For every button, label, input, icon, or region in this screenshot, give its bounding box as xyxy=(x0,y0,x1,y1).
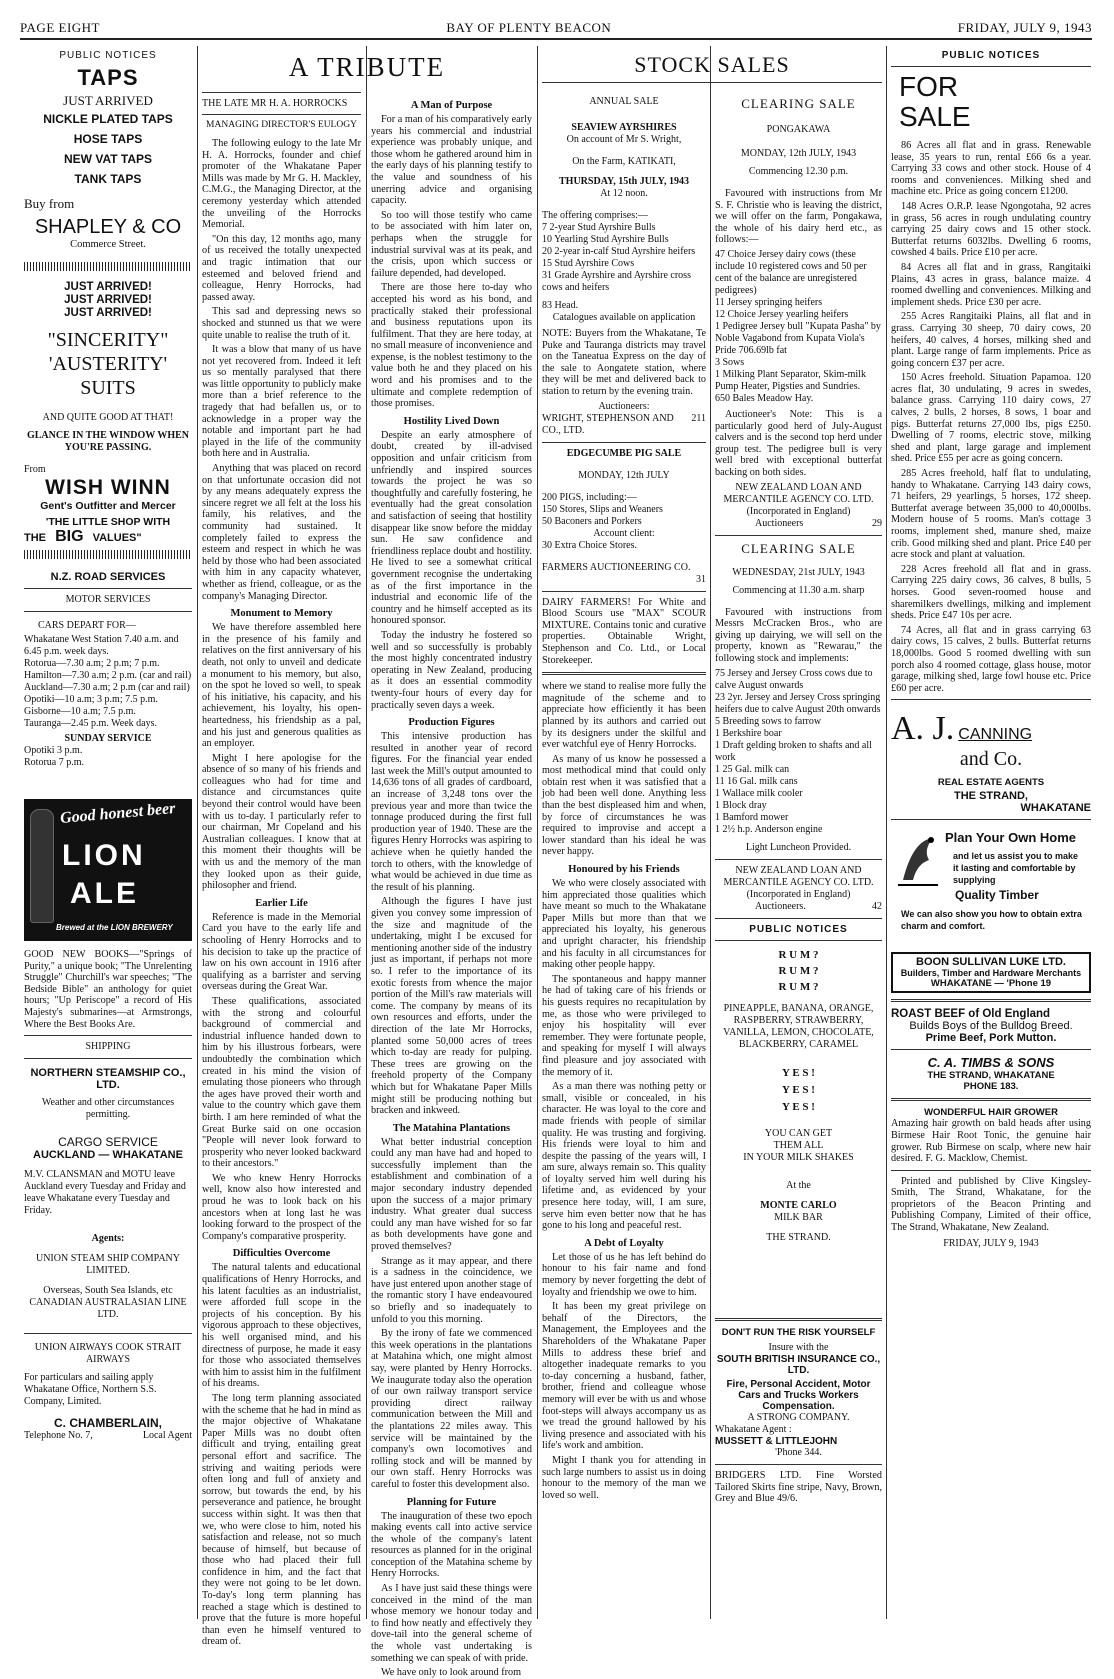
lion-ale-ad xyxy=(24,799,192,941)
lot-line: 3 Sows xyxy=(715,356,745,368)
yes-line: Y E S ! xyxy=(782,1100,815,1113)
divider xyxy=(24,1333,192,1334)
footer-date: FRIDAY, JULY 9, 1943 xyxy=(943,1237,1039,1249)
divider xyxy=(715,859,882,860)
yes-line: Y E S ! xyxy=(782,1066,815,1079)
auctioneers-label: Auctioneers: xyxy=(598,400,650,412)
seaview-time: At 12 noon. xyxy=(600,188,648,199)
imprint: Printed and published by Clive Kingsley-Smith, The Strand, Whakatane, for the proprietors of the Beacon Printing and Publishing Company, Limited of their office, The Strand, Whakatane, New Zealand. xyxy=(891,1175,1091,1234)
tribute-title: A TRIBUTE xyxy=(288,52,446,82)
masthead xyxy=(20,20,1092,36)
divider-stripe xyxy=(24,550,192,559)
timbs-sons: C. A. TIMBS & SONS xyxy=(927,1055,1055,1071)
tribute-paragraph: Might I thank you for attending in such large numbers to assist us in doing honour to the memory of the man we loved so well. xyxy=(542,1454,706,1501)
milk-bar: MILK BAR xyxy=(774,1211,823,1223)
nzl-agency: NEW ZEALAND LOAN AND MERCANTILE AGENCY CO. LTD. xyxy=(723,864,874,888)
property-listing: 285 Acres freehold, half flat to undulating, handy to Whakatane. Carrying 143 dairy cows, 71 heifers, 29 yearlings, 5 horses, 172 sheep. Butterfat average between 35,000 to 40,000lbs. Modern house of 5 rooms. Man's cottage 3 rooms, implement shed, manure shed, maize crib. Good milking shed and plant. Price £40 per acre stock and plant at valuation. xyxy=(891,468,1091,561)
canning-strand: THE STRAND, xyxy=(954,790,1028,803)
union-airways: UNION AIRWAYS COOK STRAIT AIRWAYS xyxy=(34,1342,182,1366)
shapley-address: Commerce Street. xyxy=(70,239,146,250)
property-listing: 74 Acres, all flat and in grass carrying 63 dairy cows, 15 calves, 2 bulls. Butterfat returns 18,000lbs. Good 5 roomed dwelling with sun porch also 4 roomed cottage, glass house, motor garage, milking shed, large fowl house etc. Price £60 per acre. xyxy=(891,624,1091,694)
seaview-account: On account of Mr S. Wright, xyxy=(566,134,682,145)
lot-line: 1 Bamford mower xyxy=(715,811,789,823)
at-the: At the xyxy=(786,1179,811,1191)
offering-line: 20 2-year in-calf Stud Ayrshire heifers xyxy=(542,246,696,257)
property-listing: 228 Acres freehold all flat and in grass. Carrying 225 dairy cows, 36 calves, 8 bulls, 5 horses. Good seven-roomed house and sharemilkers dwellings, milking and implement sheds. Price £47 10s per acre. xyxy=(891,563,1091,622)
beer-slogan: Good honest beer xyxy=(59,799,177,828)
lot-line: 23 2yr. Jersey and Jersey Cross springing heifers due to calve August 20th onwards xyxy=(715,691,881,715)
taps-title: TAPS xyxy=(77,65,139,90)
offering-intro: The offering comprises:— xyxy=(542,210,648,221)
wright-line xyxy=(542,413,706,437)
buyers-note: NOTE: Buyers from the Whakatane, Te Puke and Tauranga districts may travel on the Taneatua Express on the day of the sale to Aongatete station, where they will be met and delivered back to station to return by the evening train. xyxy=(542,328,706,397)
timbs-phone: PHONE 183. xyxy=(963,1081,1019,1093)
whakatane-agent: Whakatane Agent : xyxy=(715,1424,792,1435)
lot-line: 1 Pedigree Jersey bull "Kupata Pasha" by Noble Vagabond from Kupata Viola's Pride 706.69lb fat xyxy=(715,320,881,356)
tribute-paragraph: Today the industry he fostered so well and so successfully is probably the most highly concentrated industry operating in New Zealand, producing as it does an essential commodity twenty-four hours of every day for practically seven days a week. xyxy=(371,629,532,711)
shipping-heading: SHIPPING xyxy=(85,1041,131,1053)
divider xyxy=(542,672,706,675)
from-label: From xyxy=(24,464,46,475)
tribute-subhead: THE LATE MR H. A. HORROCKS xyxy=(202,98,348,109)
depart-line: Hamilton—7.30 a.m; 2 p.m. (car and rail) xyxy=(24,670,192,681)
clearing-intro: Favoured with instructions from Messrs McCracken Bros., who are giving up dairying, we will sell on the property, known as "Rewarau," the following stock and implements: xyxy=(715,606,882,664)
big-values-big: BIG xyxy=(55,528,84,545)
stock-sales-title: STOCK SALES xyxy=(634,52,790,77)
lot-line: 11 Jersey springing heifers xyxy=(715,296,823,308)
rum-line: R U M ? xyxy=(778,964,819,977)
canning-whakatane: WHAKATANE xyxy=(1020,802,1091,815)
divider-stripe xyxy=(24,262,192,271)
account-client: Account client: xyxy=(593,527,655,539)
little-shop-line: 'THE LITTLE SHOP WITH xyxy=(45,516,171,528)
taps-line: TANK TAPS xyxy=(74,172,142,186)
lot-line: 1 Wallace milk cooler xyxy=(715,787,803,799)
prime-beef: Prime Beef, Pork Mutton. xyxy=(925,1032,1057,1045)
particulars: For particulars and sailing apply Whakatane Office, Northern S.S. Company, Limited. xyxy=(24,1372,157,1408)
issue-date: FRIDAY, JULY 9, 1943 xyxy=(957,20,1092,35)
tribute-paragraph: The inauguration of these two epoch making events call into active service the whole of the company's latent resources as planned for in the original conception of the Matahina scheme by Henry Horrocks. xyxy=(371,1510,532,1580)
divider xyxy=(24,1058,192,1059)
divider xyxy=(715,1318,882,1321)
lot-line: 1 Berkshire boar xyxy=(715,727,782,739)
suits-heading: 'AUSTERITY' xyxy=(48,353,168,375)
tribute-paragraph: By the irony of fate we commenced this week operations in the plantations at Matahina which, one might almost say, were planted by Henry Horrocks. We inaugurate today also the operation of our own railway transport service providing direct railway communication between the Mill and the plantations 22 miles away. This service will be maintained by the company's own locomotives and rolling stock and will be manned by our own staff. Henry Horrocks was careful to foster this development also. xyxy=(371,1328,532,1490)
lion-brewery: Brewed at the LION BREWERY xyxy=(56,923,173,932)
hair-grower-text: Amazing hair growth on bald heads after using Birmese Hair Root Tonic, the genuine hair grower. Rub Birmese on scalp, where new hair desired. F. G. Macklow, Chemist. xyxy=(891,1118,1091,1165)
property-listing: 86 Acres all flat and in grass. Renewable lease, 35 years to run, rental £66 6s a year. Carrying 33 cows and other stock. House of 4 rooms and conveniences. Milking shed and machine etc. Price as going concern £1200. xyxy=(891,140,1091,198)
taps-line: NICKLE PLATED TAPS xyxy=(43,112,173,126)
ad-number: 42 xyxy=(872,900,882,912)
timbs-address: THE STRAND, WHAKATANE xyxy=(927,1070,1055,1082)
northern-steamship: NORTHERN STEAMSHIP CO., LTD. xyxy=(30,1067,186,1092)
sunday-service: SUNDAY SERVICE xyxy=(64,733,152,744)
rum-line: R U M ? xyxy=(778,980,819,993)
subheading: The Matahina Plantations xyxy=(392,1122,511,1134)
divider xyxy=(202,114,361,115)
lot-line: 1 Draft gelding broken to shafts and all work xyxy=(715,739,872,763)
tribute-paragraph: We who were closely associated with him appreciated those qualities which have meant so much to the Whakatane Paper Mills but more than that we appreciated his loyalty, his generous and upright character, his friendship and his faculty in all circumstances for making other people happy. xyxy=(542,878,706,971)
outfitter-line: Gent's Outfitter and Mercer xyxy=(40,500,176,512)
wish-winn: WISH WINN xyxy=(45,476,171,499)
divider xyxy=(24,588,192,589)
property-listing: 255 Acres Rangitaiki Plains, all flat and in grass. Carrying 30 sheep, 70 dairy cows, 20 heifers, 40 calves, 4 horses, milking shed and plant. Large range of farm implements. Price as going concern £37 per acre. xyxy=(891,311,1091,369)
insure-with: Insure with the xyxy=(768,1342,829,1353)
subheading: Honoured by his Friends xyxy=(568,864,680,876)
pig-line: 50 Baconers and Porkers xyxy=(542,515,642,527)
divider xyxy=(891,1170,1091,1171)
tribute-paragraph: It has been my great privilege on behalf of the Directors, the Management, the Employees and the Shareholders of the Whakatane Paper Mills to address these brief and altogether inadequate remarks to you to-day concerning a husband, father, brother, friend and colleague whose memory will ever be with us and whose foot-steps will always accompany us as we tread the ground hallowed by his living presence and associated with his life's work and ambition. xyxy=(542,1301,706,1452)
boon-sullivan: BOON SULLIVAN LUKE LTD. xyxy=(916,956,1066,969)
seaview-farm: On the Farm, KATIKATI, xyxy=(572,156,676,167)
tribute-paragraph: As I have just said these things were conceived in the mind of the man whose memory we honour today and to find how neatly and effectively they dove-tail into the general scheme of the whole vast undertaking is something we can speak of with pride. xyxy=(371,1583,532,1664)
public-notices-heading: PUBLIC NOTICES xyxy=(749,923,848,935)
canning-name: CANNING xyxy=(958,726,1033,744)
tribute-paragraph: Might I here apologise for the absence of so many of his friends and colleagues who had for time and distance and circumstances quite beyond their control would have been with us to-day. I particularly refer to our chairman, Mr Copeland and his Australian colleagues. I know that at this moment their thoughts will be with us and the memory of the man they looked upon as their guide, philosopher and friend. xyxy=(202,752,361,892)
tribute-paragraph: The long term planning associated with the scheme that he had in mind as the major objective of Whakatane Paper Mills was no doubt often difficult and trying, entailing great personal effort and sacrifice. The striving and waiting periods were often long and full of anxiety and sorrow, but towards the end, by his perseverance and patience, he brought success within sight. It was then that we, who were close to him, noted his satisfaction and release, not so much because of himself, but because of those who had placed their full confidence in him, and the fact that they were not going to be let down. To-day's long term planning has reached a stage which is destined to prove that the future is more hopeful than even he himself ventured to dream of. xyxy=(202,1392,361,1648)
column-rule xyxy=(710,46,711,1619)
phone-344: 'Phone 344. xyxy=(775,1447,822,1458)
divider xyxy=(891,1098,1091,1101)
subheading: A Debt of Loyalty xyxy=(584,1237,664,1249)
divider xyxy=(891,1049,1091,1050)
clearing-time: Commencing at 11.30 a.m. sharp xyxy=(732,584,865,596)
suits-glance: GLANCE IN THE WINDOW WHEN YOU'RE PASSING. xyxy=(26,430,190,453)
lot-line: 1 Milking Plant Separator, Skim-milk Pump Heater, Pigsties and Sundries. xyxy=(715,368,866,392)
divider xyxy=(715,940,882,941)
seaview-heading: SEAVIEW AYRSHIRES xyxy=(571,122,677,133)
ad-number: 29 xyxy=(872,517,882,529)
canning-logo xyxy=(891,710,1091,748)
the-strand: THE STRAND. xyxy=(766,1231,831,1243)
big-values-line xyxy=(24,528,192,546)
column-6 xyxy=(891,46,1091,1619)
divider xyxy=(542,591,706,592)
subheading: Earlier Life xyxy=(255,897,308,909)
public-notices-heading: PUBLIC NOTICES xyxy=(941,50,1041,61)
subheading: A Man of Purpose xyxy=(410,100,493,111)
subheading: Hostility Lived Down xyxy=(403,415,500,427)
boon-phone: WHAKATANE — 'Phone 19 xyxy=(930,978,1052,990)
column-4 xyxy=(542,90,706,1619)
for-sale-heading: SALE xyxy=(899,101,971,132)
local-agent: Local Agent xyxy=(142,1430,192,1442)
lion-text: LION xyxy=(62,839,146,872)
auctioneers-line xyxy=(715,901,882,913)
buy-from: Buy from xyxy=(24,196,75,211)
divider xyxy=(891,999,1091,1002)
extra-choice: 30 Extra Choice Stores. xyxy=(542,539,637,551)
clearing-sale-heading: CLEARING SALE xyxy=(741,96,856,111)
depart-line: Auckland—7.30 a.m; 2 p.m (car and rail) xyxy=(24,682,190,693)
masthead-rule xyxy=(20,38,1092,40)
clearing-time: Commencing 12.30 p.m. xyxy=(748,166,849,177)
boon-sullivan-box xyxy=(891,952,1091,993)
property-listing: 148 Acres O.R.P. lease Ngongotaha, 92 acres in grass, 56 acres in rough undulating country carrying 25 dairy cows and 15 other stock. Butterfat returns 6032lbs. Dwelling 6 rooms, cowshed 4 bails. Price £10 per acre. xyxy=(891,200,1091,259)
tribute-paragraph: This intensive production has resulted in another year of record figures. For the financial year ended last week the Mill's output amounted to 14,636 tons of all grades of cardboard, an increase of 3,248 tons over the previous year and more than twice the tonnage produced during the first full production year of 1940. These are the figures Henry Horrocks was aspiring to achieve when he quietly handed the torch to others, with the knowledge of what would be achieved in due time as the result of his planning. xyxy=(371,731,532,893)
divider xyxy=(542,442,706,443)
tribute-paragraph: Although the figures I have just given you convey some impression of the size and magnitude of the undertaking, might I be excused for mentioning another side of the industry just as important, if perhaps not more so. I refer to the importance of its exotic forests from whence the major portion of the Mill's raw materials will come. The company by means of its own resources and efforts, under the direction of the late Mr Horrocks, planted some 50,000 acres of trees which to-day are ready for pulping. These trees are growing on the freehold property of the Company which but for Whakatane Paper Mills might still be producing nothing but bracken and inkweed. xyxy=(371,896,532,1117)
south-british: SOUTH BRITISH INSURANCE CO., LTD. xyxy=(716,1354,881,1376)
auctioneers-label: Auctioneers xyxy=(755,517,804,529)
subheading: Difficulties Overcome xyxy=(232,1248,331,1260)
depart-line: Opotiki—10 a.m; 3 p.m; 7.5 p.m. xyxy=(24,694,158,705)
divider xyxy=(24,1035,192,1036)
tribute-paragraph: As a man there was nothing petty or small, visible or concealed, in his character. He was loyal to the core and made friends with people of similar quality. He was trusting and forgiving. His friends were loyal to him and despite the passing of the years will, I am sure, always remain so. This quality of loyalty served him well during his lifetime and, as evidenced by your presence here today, will, I am sure, serve him even better now that he has gone to his long and peaceful rest. xyxy=(542,1081,706,1232)
plan-your-home: Plan Your Own Home xyxy=(945,830,1076,846)
clearing-sale-heading: CLEARING SALE xyxy=(741,540,856,556)
milkshake-line: YOU CAN GET xyxy=(764,1127,833,1139)
milkshake-line: IN YOUR MILK SHAKES xyxy=(743,1151,854,1163)
canning-initials: A. J. xyxy=(891,710,955,748)
tribute-paragraph: We who knew Henry Horrocks well, know also how interested and proud he was to look back on his ancestors when at long last he was looking forward to the prospect of the Company's comparative prosperity. xyxy=(202,1172,361,1242)
auctioneer-note: Auctioneer's Note: This is a particularly good herd of July-August calvers and is the second top herd under group test. The pedigree bull is very well bred with exceptional butterfat backing on both sides. xyxy=(715,408,882,478)
bird-illustration-icon xyxy=(893,830,943,890)
offering-line: 7 2-year Stud Ayrshire Bulls xyxy=(542,222,656,233)
subheading: Production Figures xyxy=(408,717,495,729)
just-arrived: JUST ARRIVED! xyxy=(64,294,152,306)
cargo-service: CARGO SERVICE xyxy=(58,1135,158,1150)
union-steam: UNION STEAM SHIP COMPANY LIMITED. xyxy=(35,1253,180,1277)
overseas-line: Overseas, South Sea Islands, etc xyxy=(43,1285,173,1297)
tribute-paragraph: Let those of us he has left behind do honour to his fair name and fond memory by never forgetting the debt of loyalty and friendship we owe to him. xyxy=(542,1251,706,1298)
divider xyxy=(891,819,1091,820)
weather-note: Weather and other circumstances permitting. xyxy=(41,1097,175,1121)
depart-line: Tauranga—2.45 p.m. Week days. xyxy=(24,718,157,729)
nz-road-heading: N.Z. ROAD SERVICES xyxy=(50,571,166,583)
lot-line: 12 Choice Jersey yearling heifers xyxy=(715,308,849,320)
depart-line: Gisborne—10 a.m; 7.5 p.m. xyxy=(24,706,136,717)
dont-run-risk: DON'T RUN THE RISK YOURSELF xyxy=(721,1327,876,1338)
column-rule xyxy=(886,46,887,1619)
lot-line: 75 Jersey and Jersey Cross cows due to calve August onwards xyxy=(715,667,873,691)
quality-timber: Quality Timber xyxy=(955,888,1039,903)
beer-bottle-icon xyxy=(30,809,54,923)
agents-label: Agents: xyxy=(91,1233,125,1245)
column-rule xyxy=(366,46,367,1619)
auctioneers-line xyxy=(715,518,882,530)
clansman-text: M.V. CLANSMAN and MOTU leave Auckland every Tuesday and Friday and leave Whakatane every Tuesday and Friday. xyxy=(24,1169,186,1217)
offering-line: 10 Yearling Stud Ayrshire Bulls xyxy=(542,234,669,245)
canning-and-co: and Co. xyxy=(959,748,1023,771)
telephone-number: Telephone No. 7, xyxy=(24,1430,93,1442)
tribute-paragraph: where we stand to realise more fully the magnitude of the scheme and to appreciate how efficiently it has been planned by its authors and carried out by its designers under the skilful and ever watchful eye of Henry Horrocks. xyxy=(542,681,706,751)
property-listing: 84 Acres all flat and in grass, Rangitaiki Plains, 43 acres in grass, balance maize. 4 roomed dwelling and conveniences. Milking and implement sheds. Price £30 per acre. xyxy=(891,261,1091,308)
column-3 xyxy=(371,100,532,1679)
big-values-the: THE xyxy=(24,532,46,544)
divider xyxy=(202,92,361,93)
paper-title: BAY OF PLENTY BEACON xyxy=(446,20,612,35)
monte-carlo: MONTE CARLO xyxy=(760,1199,837,1211)
tribute-paragraph: These qualifications, associated with the strong and colourful background of commercial and industrial influence handed down to him by his illustrous forbears, were undoubtedly the combination which created in his mind the vision of emulating those pioneers who through the ages have proved their worth and value to the country which gave them birth. I am here reminded of what the Great Burke said on one occasion "People will never look forward to prosperity who never looked backward to their ancestors." xyxy=(202,995,361,1170)
roast-beef: ROAST BEEF of Old England xyxy=(891,1008,1051,1021)
lot-line: 1 25 Gal. milk can xyxy=(715,763,790,775)
edgecumbe-date: MONDAY, 12th JULY xyxy=(578,469,670,481)
sunday-line: Rotorua 7 p.m. xyxy=(24,757,84,768)
tribute-paragraph: This sad and depressing news so shocked and stunned us that we were quite unable to realise the truth of it. xyxy=(202,306,361,341)
luncheon: Light Luncheon Provided. xyxy=(745,841,852,853)
property-listing: 150 Acres freehold. Situation Papamoa. 120 acres flat, 30 undulating, 9 acres in swedes, balance grass. Carrying 110 dairy cows, 27 calves, 2 bulls, 2 horses, 8 sows, 1 boar and pigs. Butterfat returns 27,000 lbs, pigs £250. Dwelling of 7 rooms, electric stove, milking shed and plant, large garage and implement shed. Price £55 per acre as going concern. xyxy=(891,372,1091,465)
bridgers-ad: BRIDGERS LTD. Fine Worsted Tailored Skirts fine stripe, Navy, Brown, Grey and Blue 49/6. xyxy=(715,1470,882,1505)
tribute-paragraph: It was a blow that many of us have not yet recovered from. Indeed it left us so mentally paralysed that there was little opportunity to publicly make more than a brief reference to the tragedy that had befallen us, or to acknowledge in a proper way the notable and important part he had played in the life of the community both here and in Australia. xyxy=(202,344,361,460)
pongakawa: PONGAKAWA xyxy=(766,124,831,135)
lot-line: 1 2½ h.p. Anderson engine xyxy=(715,823,823,835)
milkshake-line: THEM ALL xyxy=(773,1139,824,1151)
timber-text: and let us assist you to make it lasting and comfortable by supplying xyxy=(953,851,1079,886)
clearing-intro: Favoured with instructions from Mr S. F. Christie who is leaving the district, we will offer on the farm, Pongakawa, the whole of his dairy herd etc., as follows:— xyxy=(715,188,882,246)
builders-line: Builders, Timber and Hardware Merchants xyxy=(900,968,1082,979)
just-arrived: JUST ARRIVED! xyxy=(64,281,152,293)
for-sale-heading: FOR xyxy=(899,71,959,102)
column-2 xyxy=(202,92,361,1648)
yes-line: Y E S ! xyxy=(782,1083,815,1096)
tribute-paragraph: The natural talents and educational qualifications of Henry Horrocks, and his latent faculties as an industrialist, were afforded full scope in the projects of his conception. By his vigorous approach to these objectives, his well organised mind, and his directness of purpose, he made it easy for those who associated themselves with him to assist him in the fulfilment of his dreams. xyxy=(202,1262,361,1390)
insurance-cover: Fire, Personal Accident, Motor Cars and Trucks Workers Compensation. xyxy=(726,1379,871,1412)
tribute-paragraph: The spontaneous and happy manner he had of taking care of his friends or his guests requires no recapitulation by me, as those who were privileged to enjoy his hospitality will ever remember. They were fortunate people, and speaking for myself I will always find pleasure and joy associated with the memory of it. xyxy=(542,973,706,1078)
edgecumbe-heading: EDGECUMBE PIG SALE xyxy=(566,447,682,459)
depart-line: Whakatane West Station 7.40 a.m. and 6.45 p.m. week days. xyxy=(24,634,179,657)
divider xyxy=(715,918,882,919)
catalogues: Catalogues available on application xyxy=(552,312,696,323)
divider xyxy=(891,66,1091,67)
incorporated: (Incorporated in England) xyxy=(746,888,851,900)
divider xyxy=(715,1464,882,1465)
offering-line: 15 Stud Ayrshire Cows xyxy=(542,258,635,269)
dairy-farmers-ad: DAIRY FARMERS! For White and Blood Scours use "MAX" SCOUR MIXTURE. Contains tonic and curative properties. Obtainable Wright, Stephenson and Co. Ltd., or Local Storekeeper. xyxy=(542,596,706,666)
lot-line: 1 Block dray xyxy=(715,799,767,811)
nzl-agency: NEW ZEALAND LOAN AND MERCANTILE AGENCY CO. LTD. xyxy=(723,481,874,505)
tribute-paragraph: For a man of his comparatively early years his commercial and industrial experience was probably unique, and those whom he gathered around him in the early days of his planning testify to the value and soundness of his unerring advice and organising capacity. xyxy=(371,114,532,207)
lot-line: 5 Breeding sows to farrow xyxy=(715,715,822,727)
divider xyxy=(24,611,192,612)
eulogy-heading: MANAGING DIRECTOR'S EULOGY xyxy=(206,120,357,130)
page-number: PAGE EIGHT xyxy=(20,20,100,35)
hair-grower-heading: WONDERFUL HAIR GROWER xyxy=(924,1107,1058,1119)
offering-line: 31 Grade Ayrshire and Ayrshire cross cows and heifers xyxy=(542,270,691,293)
pig-line: 200 PIGS, including:— xyxy=(542,491,637,503)
motor-services: MOTOR SERVICES xyxy=(65,594,151,605)
stock-sales-rule xyxy=(542,82,882,83)
tribute-paragraph: Anything that was placed on record on that unfortunate occasion did not by any means adequately express the sincere regret we all felt at the loss his family, his relatives, and the community had sustained. It completely failed to express the esteem and respect in which he was held by those who had been associated with him in any capacity whatever, whether as friend, colleague, or as the company's Managing Director. xyxy=(202,463,361,602)
divider xyxy=(891,699,1091,700)
head-count: 83 Head. xyxy=(542,300,579,311)
lot-line: 11 16 Gal. milk cans xyxy=(715,775,798,787)
taps-line: NEW VAT TAPS xyxy=(64,152,152,166)
tribute-paragraph: We have only to look around from xyxy=(381,1667,522,1679)
suits-heading: SUITS xyxy=(80,377,136,399)
shapley-name: SHAPLEY & CO xyxy=(34,216,182,238)
column-rule xyxy=(537,46,538,1619)
column-rule xyxy=(197,46,198,1619)
subheading: Planning for Future xyxy=(406,1496,497,1508)
divider xyxy=(715,535,882,536)
clearing-date: MONDAY, 12th JULY, 1943 xyxy=(740,148,857,159)
big-values-values: VALUES" xyxy=(92,532,142,544)
rum-line: R U M ? xyxy=(778,948,819,961)
subheading: Monument to Memory xyxy=(230,608,333,620)
flavours: PINEAPPLE, BANANA, ORANGE, RASPBERRY, STRAWBERRY, VANILLA, LEMON, CHOCOLATE, BLACKBERRY, CARAMEL xyxy=(723,1002,874,1050)
farmers-auctioneering: FARMERS AUCTIONEERING CO. xyxy=(542,561,691,573)
pig-line: 150 Stores, Slips and Weaners xyxy=(542,503,663,515)
public-notices-heading: PUBLIC NOTICES xyxy=(59,50,157,61)
annual-sale: ANNUAL SALE xyxy=(589,96,659,107)
lot-line: 650 Bales Meadow Hay. xyxy=(715,392,814,404)
tribute-paragraph: Despite an early atmosphere of doubt, created by ill-advised opposition and unfair criticism from unfriendly and inspired sources towards the project he was so thoughtfully and carefully fostering, he eventually had the great consolation and satisfaction of seeing that hostility disappear like snow before the midday sun. He saw confidence and friendliness replace doubt and hostility. He lived to see a somewhat critical government recognise the undertaking as of the first importance in the industrial and economic life of the country and he himself accepted as its honoured sponsor. xyxy=(371,429,532,627)
taps-line: HOSE TAPS xyxy=(73,132,143,146)
auckland-whakatane: AUCKLAND — WHAKATANE xyxy=(33,1149,183,1162)
lot-line: 47 Choice Jersey dairy cows (these include 10 registered cows and 50 per cent of the balance are unregistered pedigrees) xyxy=(715,248,867,296)
tribute-paragraph: Reference is made in the Memorial Card you have to the early life and schooling of Henry Horrocks and to his decision to take up the practice of law on his own account in 1916 after qualifying as a barrister and serving overseas during the Great War. xyxy=(202,911,361,993)
ad-number: 31 xyxy=(696,573,706,585)
chamberlain: C. CHAMBERLAIN, xyxy=(54,1416,162,1431)
canadian-line: CANADIAN AUSTRALASIAN LINE LTD. xyxy=(29,1297,187,1321)
auctioneers-label: Auctioneers. xyxy=(755,900,806,912)
wright-stephenson: WRIGHT, STEPHENSON AND CO., LTD. xyxy=(542,412,674,436)
ale-text: ALE xyxy=(70,877,139,910)
builds-boys: Builds Boys of the Bulldog Breed. xyxy=(909,1020,1073,1033)
tribute-paragraph: There are those here to-day who accepted his word as his bond, and practically staked their professional and business reputations upon its fulfilment. That they are here today, at no small measure of inconvenience and expense, is the noblest testimony to the value both he and they placed on his word and his promises and to the ultimate and complete redemption of those promises. xyxy=(371,282,532,410)
suits-heading: "SINCERITY" xyxy=(47,329,169,351)
incorporated: (Incorporated in England) xyxy=(746,505,851,517)
mussett-littlejohn: MUSSETT & LITTLEJOHN xyxy=(715,1436,838,1447)
timber-ad xyxy=(891,826,1091,950)
column-1 xyxy=(24,46,192,1619)
telephone-line xyxy=(24,1430,192,1442)
cars-depart: CARS DEPART FOR— xyxy=(38,620,136,631)
tribute-paragraph: What better industrial conception could any man have had and hoped to successfully implement than the establishment and combination of a major secondary industry depended upon the success of a major primary industry. What greater dual success could any man have wished for so far as both developments have gone and proved themselves? xyxy=(371,1136,532,1253)
insurance-section xyxy=(715,1318,882,1619)
seaview-date: THURSDAY, 15th JULY, 1943 xyxy=(559,176,689,187)
ad-number: 211 xyxy=(691,412,706,424)
sunday-line: Opotiki 3 p.m. xyxy=(24,745,83,756)
tribute-paragraph: As many of us know he possessed a most methodical mind that could only obtain rest when it was satisfied that a job had been well done. Anything less than the best displeased him and when, by force of circumstances he was required to improvise and accept a lower standard than his ideal he was never happy. xyxy=(542,753,706,858)
tribute-paragraph: So too will those testify who came to be associated with him later on, perhaps when the struggle for industrial survival was at its peak, and the crisis, upon which success or failure depended, had developed. xyxy=(371,209,532,279)
clearing-date: WEDNESDAY, 21st JULY, 1943 xyxy=(732,566,865,578)
tribute-paragraph: Strange as it may appear, and there is a sadness in the coincidence, we have just entered upon another stage of the romantic story I have endeavoured so briefly and so inadequately to unfold to you this morning. xyxy=(371,1255,532,1325)
tribute-paragraph: We have therefore assembled here in the presence of his family and relatives on the first anniversary of his death, not only to unveil and dedicate a monument to his memory, but also, on the spot he loved so well, to speak of his initiative, his capacity, and his achievement, his loyalty, his open-heartedness, his friendship as a pal, and his just and generous qualities as an employer. xyxy=(202,622,361,750)
taps-line: JUST ARRIVED xyxy=(63,93,153,108)
we-can-show: We can also show you how to obtain extra charm and comfort. xyxy=(901,909,1082,932)
real-estate: REAL ESTATE AGENTS xyxy=(937,777,1045,789)
good-new-books: GOOD NEW BOOKS—"Springs of Purity," a unique book; "The Unrelenting Struggle" Churchill's war speeches; "The Bedside Bible" an anthology for quiet hours; "Up Periscope" a record of His Majesty's submarines—at Armstrongs, Where the Best Books Are. xyxy=(24,949,192,1030)
suits-tagline: AND QUITE GOOD AT THAT! xyxy=(42,412,174,423)
just-arrived: JUST ARRIVED! xyxy=(64,307,152,319)
tribute-paragraph: "On this day, 12 months ago, many of us received the totally unexpected and tragic intimation that our esteemed and beloved friend and colleague, Henry Horrocks, had passed away. xyxy=(202,233,361,303)
depart-line: Rotorua—7.30 a.m; 2 p.m; 7 p.m. xyxy=(24,658,160,669)
tribute-paragraph: The following eulogy to the late Mr H. A. Horrocks, founder and chief promoter of the Whakatane Paper Mills was made by Mr G. H. Mackley, C.M.G., the Managing Director, at the ceremony yesterday which attended the unveiling of the Horrocks Memorial. xyxy=(202,138,361,231)
strong-company: A STRONG COMPANY. xyxy=(747,1412,850,1423)
